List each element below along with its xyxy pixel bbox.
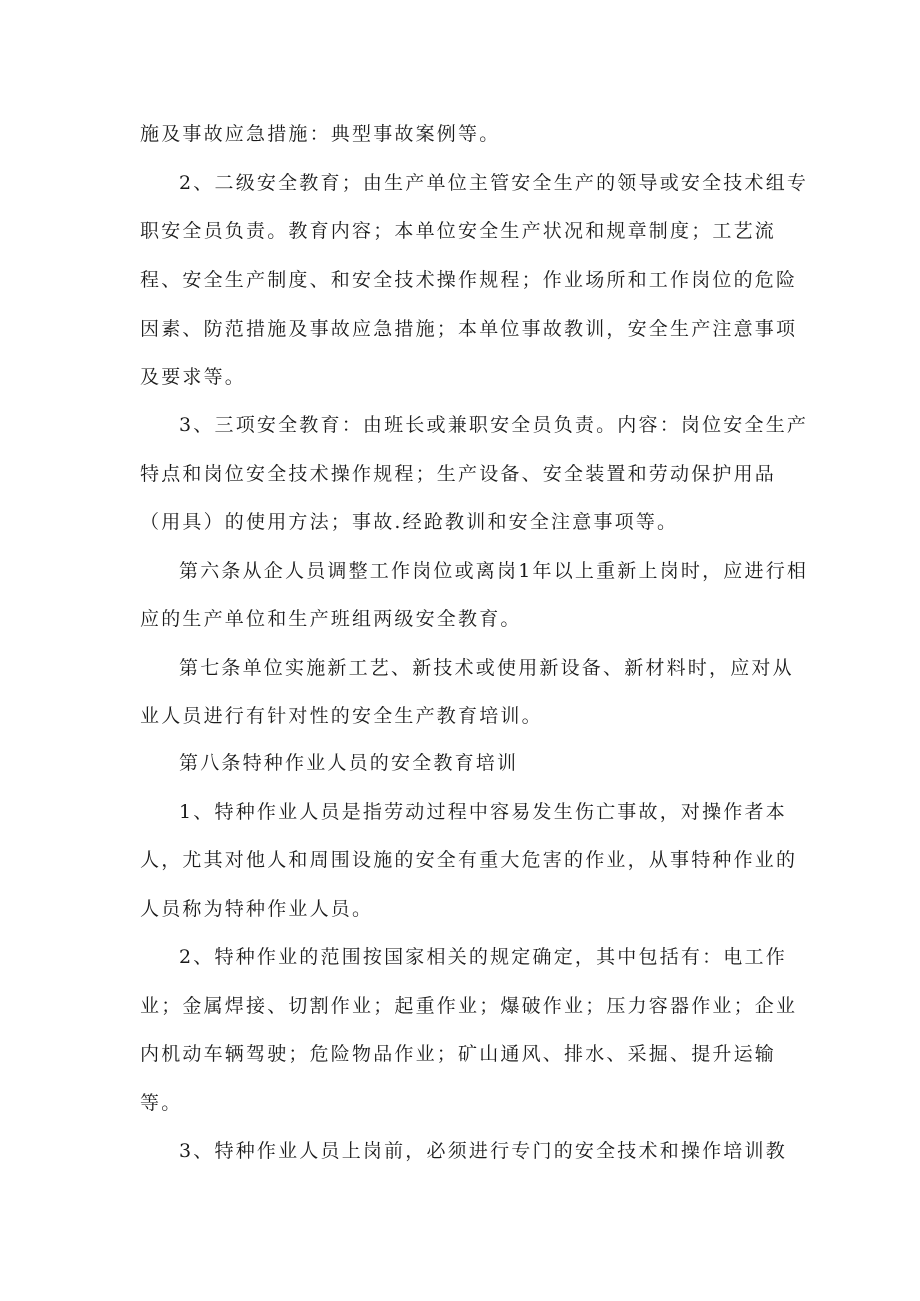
- text-line: 及要求等。: [140, 366, 247, 388]
- paragraph-2-heading-line: 2、二级安全教育；由生产单位主管安全生产的领导或安全技术组专: [179, 172, 809, 194]
- article-7-line: 第七条单位实施新工艺、新技术或使用新设备、新材料时，应对从: [179, 657, 794, 679]
- text-line: 人，尤其对他人和周围设施的安全有重大危害的作业，从事特种作业的: [140, 849, 798, 871]
- text-line: 等。: [140, 1092, 183, 1114]
- text-line: 应的生产单位和生产班组两级安全教育。: [140, 608, 522, 630]
- text-line: 业人员进行有针对性的安全生产教育培训。: [140, 705, 543, 727]
- article-8-heading: 第八条特种作业人员的安全教育培训: [179, 752, 519, 774]
- text-line: 施及事故应急措施：典型事故案例等。: [140, 123, 501, 145]
- text-line: 程、安全生产制度、和安全技术操作规程；作业场所和工作岗位的危险: [140, 269, 798, 291]
- paragraph-3-heading-line: 3、三项安全教育：由班长或兼职安全员负责。内容：岗位安全生产: [179, 414, 809, 436]
- text-line: 因素、防范措施及事故应急措施；本单位事故教训，安全生产注意事项: [140, 318, 798, 340]
- text-line: 业；金属焊接、切割作业；起重作业；爆破作业；压力容器作业；企业: [140, 995, 798, 1017]
- text-line: 职安全员负责。教育内容；本单位安全生产状况和规章制度；工艺流: [140, 220, 777, 242]
- text-line: 人员称为特种作业人员。: [140, 898, 374, 920]
- item-1-line: 1、特种作业人员是指劳动过程中容易发生伤亡事故，对操作者本: [179, 801, 787, 823]
- text-line: （用具）的使用方法；事故.经跄教训和安全注意事项等。: [140, 511, 679, 533]
- article-6-line: 第六条从企人员调整工作岗位或离岗1年以上重新上岗时，应进行相: [179, 560, 809, 582]
- text-line: 特点和岗位安全技术操作规程；生产设备、安全装置和劳动保护用品: [140, 463, 777, 485]
- text-line: 内机动车辆驾驶；危险物品作业；矿山通风、排水、采掘、提升运输: [140, 1043, 777, 1065]
- item-3-line: 3、特种作业人员上岗前，必须进行专门的安全技术和操作培训教: [179, 1140, 787, 1162]
- item-2-line: 2、特种作业的范围按国家相关的规定确定，其中包括有：电工作: [179, 946, 787, 968]
